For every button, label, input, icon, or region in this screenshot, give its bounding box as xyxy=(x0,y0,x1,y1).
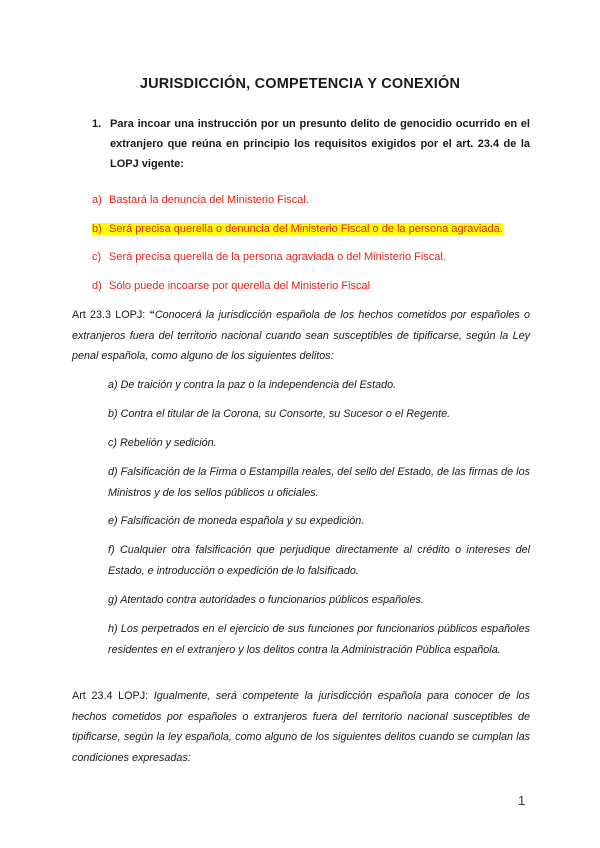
quote-mark: “ xyxy=(149,309,155,321)
option-b xyxy=(92,222,503,236)
crime-item-f: f) Cualquier otra falsificación que perjudique directamente al crédito o intereses del Estado, e introducción o expedición de lo falsificado. xyxy=(108,544,530,577)
option-d xyxy=(92,279,370,293)
option-label: b) xyxy=(92,223,102,235)
option-a xyxy=(92,193,309,207)
crime-item-d: d) Falsificación de la Firma o Estampilla reales, del sello del Estado, de las firmas de los Ministros y de los sellos públicos u oficiales. xyxy=(108,466,530,499)
question-number: 1. xyxy=(92,118,102,130)
crime-item-e: e) Falsificación de moneda española y su expedición. xyxy=(108,515,365,527)
art-23-3-paragraph xyxy=(72,305,530,367)
option-text: Sólo puede incoarse por querella del Ministerio Fiscal xyxy=(109,280,371,292)
crime-item-g: g) Atentado contra autoridades o funcionarios públicos españoles. xyxy=(108,594,424,606)
page-title: JURISDICCIÓN, COMPETENCIA Y CONEXIÓN xyxy=(139,76,461,92)
crime-item-h: h) Los perpetrados en el ejercicio de sus funciones por funcionarios públicos españoles residentes en el extranjero y los delitos contra la Administración Pública española. xyxy=(108,623,530,656)
option-text: Será precisa querella o denuncia del Ministerio Fiscal o de la persona agraviada. xyxy=(109,223,503,235)
art-23-3-body: Conocerá la jurisdicción española de los hechos cometidos por españoles o extranjeros fuera del territorio nacional cuando sean susceptibles de tipificarse, según la Ley penal española, como alguno de los siguientes delitos: xyxy=(72,309,531,362)
option-text: Será precisa querella de la persona agraviada o del Ministerio Fiscal. xyxy=(109,251,446,263)
page-number: 1 xyxy=(518,793,526,808)
option-label: a) xyxy=(92,194,102,206)
option-text: Bastará la denuncia del Ministerio Fiscal. xyxy=(109,194,309,206)
crime-item-c: c) Rebelión y sedición. xyxy=(108,437,217,449)
art-23-3-lead: Art 23.3 LOPJ: xyxy=(72,309,150,321)
option-c xyxy=(92,250,446,264)
question-text: Para incoar una instrucción por un presunto delito de genocidio ocurrido en el extranjero que reúna en principio los requisitos exigidos por el art. 23.4 de la LOPJ vigente: xyxy=(110,118,530,170)
question-1 xyxy=(92,114,530,174)
art-23-4-lead: Art 23.4 LOPJ: xyxy=(72,690,154,702)
art-23-4-paragraph xyxy=(72,686,530,768)
option-label: d) xyxy=(92,280,102,292)
art-23-4-body: Igualmente, será competente la jurisdicción española para conocer de los hechos cometidos por españoles o extranjeros fuera del territorio nacional susceptibles de tipificarse, según la ley española, como alguno de los siguientes delitos cuando se cumplan las condiciones expresadas: xyxy=(72,690,530,764)
crime-item-b: b) Contra el titular de la Corona, su Consorte, su Sucesor o el Regente. xyxy=(108,408,451,420)
option-label: c) xyxy=(92,251,102,263)
crime-item-a: a) De traición y contra la paz o la independencia del Estado. xyxy=(108,379,397,391)
